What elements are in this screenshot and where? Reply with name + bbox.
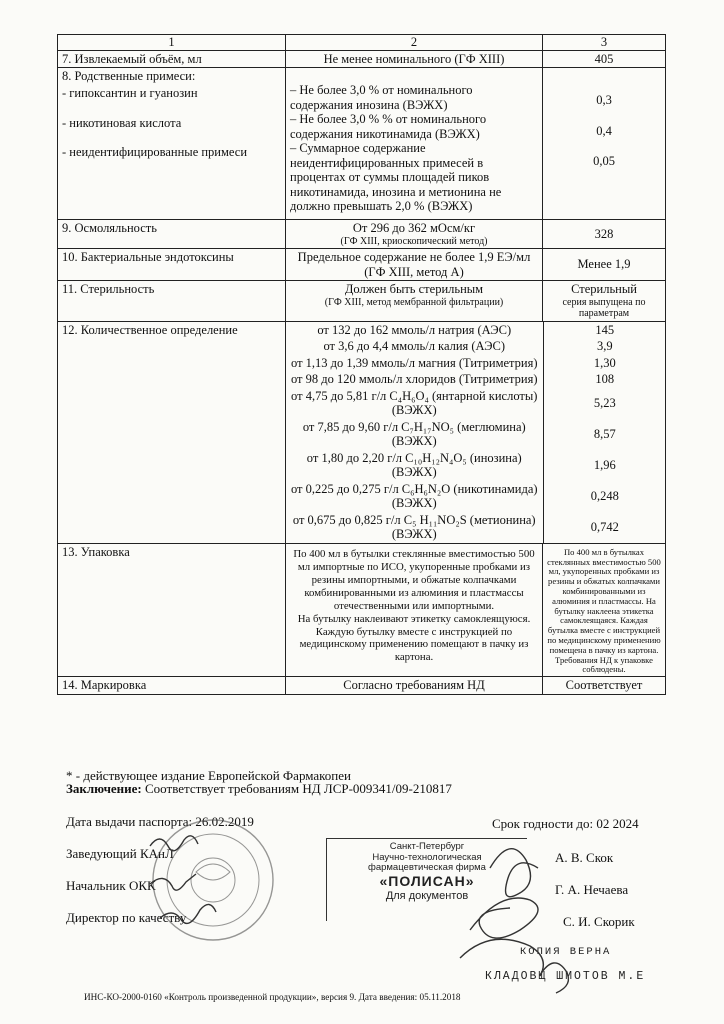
- stamp-line: фармацевтическая фирма: [368, 862, 486, 874]
- param-name-cell: [58, 68, 286, 220]
- param-name: 9. Осмоляльность: [58, 220, 286, 249]
- sub-requirement: – Суммарное содержание неидентифицированных примесей в процентах от суммы площадей пиков никотинамида, инозина и метионина не должно превышать 2,0 % (ВЭЖХ): [290, 141, 502, 213]
- quant-requirement: от 1,80 до 2,20 г/л C₁₀H₁₂N₄O₅ (инозина) (ВЭЖХ): [286, 450, 543, 481]
- param-requirement: Согласно требованиям НД: [286, 677, 543, 695]
- table-row: [58, 249, 666, 281]
- quant-requirement: от 7,85 до 9,60 г/л C₇H₁₇NO₅ (меглюмина) (ВЭЖХ): [286, 419, 543, 450]
- footnote: * - действующее издание Европейской Фармакопеи: [66, 768, 351, 783]
- quant-result: 5,23: [593, 396, 616, 411]
- quant-result: 1,96: [593, 458, 616, 473]
- quant-cell: [286, 321, 666, 543]
- param-result: 405: [543, 50, 666, 68]
- method-note: (ГФ XIII, метод мембранной фильтрации): [324, 296, 504, 308]
- quant-result: 3,9: [596, 339, 613, 354]
- param-result: Менее 1,9: [543, 249, 666, 281]
- param-requirement: Предельное содержание не более 1,9 ЕЭ/мл (ГФ XIII, метод А): [286, 249, 543, 281]
- conclusion: [66, 781, 452, 797]
- param-result: По 400 мл в бутылках стеклянных вместимостью 500 мл, укупоренных пробками из резины и обжатых колпачками комбинированными из алюминия и пластмассы. На бутылку наклеена этикетка самоклеящаяся. Каждая бутылка вместе с инструкцией по медицинскому применению помещена в пачку из картона. Требования НД к упаковке соблюдены.: [543, 543, 666, 676]
- quant-requirement: от 4,75 до 5,81 г/л C₄H₆O₄ (янтарной кислоты) (ВЭЖХ): [286, 388, 543, 419]
- company-stamp: [332, 842, 522, 920]
- sub-requirement: – Не более 3,0 % % от номинального содержания никотинамида (ВЭЖХ): [290, 112, 487, 141]
- quant-result: 1,30: [593, 355, 616, 370]
- sub-result: 0,05: [593, 154, 615, 168]
- column-header: 2: [286, 35, 543, 51]
- table-row: [58, 220, 666, 249]
- signatory-name: А. В. Скок: [555, 850, 614, 865]
- method-note: (ГФ XIII, криоскопический метод): [340, 235, 488, 247]
- stamp-line: Для документов: [385, 889, 469, 902]
- signatory-name: Г. А. Нечаева: [555, 882, 629, 897]
- param-requirement-cell: [286, 281, 543, 322]
- quant-requirement: от 3,6 до 4,4 ммоль/л калия (АЭС): [286, 338, 543, 355]
- conclusion-text: Соответствует требованиям НД ЛСР-009341/09-210817: [145, 781, 452, 796]
- stamp-line: Санкт-Петербург: [389, 841, 465, 852]
- param-result-cell: [543, 68, 666, 220]
- table-row: [58, 543, 666, 676]
- issue-date: Дата выдачи паспорта: 26.02.2019: [66, 814, 254, 829]
- param-requirement: Должен быть стерильным: [344, 282, 484, 297]
- copy-stamp: [470, 940, 690, 1000]
- table-row: [58, 50, 666, 68]
- labeling-text: На бутылку наклеивают этикетку самоклеящуюся. Каждую бутылку вместе с инструкцией по медицинскому применению помещают в пачку из картона.: [297, 612, 531, 664]
- sub-result: 0,4: [596, 123, 612, 138]
- quant-result: 8,57: [593, 427, 616, 442]
- quant-row: [286, 512, 666, 543]
- param-requirement-cell: [286, 543, 543, 676]
- signatory-role: Начальник ОКК: [66, 878, 156, 893]
- param-name: 12. Количественное определение: [58, 321, 286, 543]
- table-row: [58, 281, 666, 322]
- copy-stamp-line: КЛАДОВЩ ШМОТОВ М.Е: [485, 970, 646, 983]
- table-row: [58, 321, 666, 543]
- quant-row: [286, 419, 666, 450]
- sub-requirement: – Не более 3,0 % от номинального содержания инозина (ВЭЖХ): [290, 83, 473, 112]
- table-row: [58, 677, 666, 695]
- sub-param-name: - гипоксантин и гуанозин: [62, 85, 198, 100]
- quant-row: [286, 481, 666, 512]
- stamp-line: Научно-технологическая: [372, 851, 482, 863]
- param-result: 328: [543, 220, 666, 249]
- quant-row: [286, 450, 666, 481]
- quant-row: [286, 355, 666, 372]
- sub-result: 0,3: [596, 93, 612, 107]
- param-result-cell: [543, 281, 666, 322]
- quant-row: [286, 322, 666, 339]
- quant-subtable: [286, 322, 666, 543]
- stamp-company-name: «ПОЛИСАН»: [379, 872, 475, 889]
- param-name: 7. Извлекаемый объём, мл: [58, 50, 286, 68]
- quant-row: [286, 338, 666, 355]
- signatory-role: Заведующий КАнЛ: [66, 846, 174, 861]
- column-header: 1: [58, 35, 286, 51]
- quant-result: 0,248: [590, 489, 619, 504]
- conclusion-label: Заключение:: [66, 781, 142, 796]
- quant-requirement: от 0,225 до 0,275 г/л C₆H₆N₂O (никотинамида) (ВЭЖХ): [286, 481, 543, 512]
- param-result: Стерильный: [571, 282, 637, 297]
- copy-stamp-line: КОПИЯ ВЕРНА: [520, 946, 612, 958]
- column-header: 3: [543, 35, 666, 51]
- quant-requirement: от 98 до 120 ммоль/л хлоридов (Титриметрия): [286, 371, 543, 388]
- sub-param-name: - никотиновая кислота: [62, 116, 182, 130]
- param-requirement-cell: [286, 220, 543, 249]
- quant-result: 0,742: [590, 520, 619, 535]
- expiry-date: Срок годности до: 02 2024: [492, 816, 639, 831]
- quant-requirement: от 132 до 162 ммоль/л натрия (АЭС): [286, 322, 543, 339]
- document-reference: ИНС-КО-2000-0160 «Контроль произведенной продукции», версия 9. Дата введения: 05.11.2018: [84, 992, 461, 1002]
- quant-result: 108: [595, 372, 615, 387]
- packaging-text: По 400 мл в бутылки стеклянные вместимостью 500 мл импортные по ИСО, укупоренные пробками из резины импортными, и обжатые колпачками комбинированными из алюминия и пластмассы отечественными или импортными.: [293, 547, 535, 612]
- quant-requirement: от 0,675 до 0,825 г/л C₅ H₁₁NO₂S (метионина) (ВЭЖХ): [286, 512, 543, 543]
- quant-result: 145: [595, 322, 615, 337]
- quant-row: [286, 371, 666, 388]
- header-row: [58, 35, 666, 51]
- param-name: 10. Бактериальные эндотоксины: [58, 249, 286, 281]
- param-requirement: От 296 до 362 мОсм/кг: [352, 221, 476, 235]
- param-name: 11. Стерильность: [58, 281, 286, 322]
- signatory-role: Директор по качеству: [66, 910, 187, 925]
- param-requirement-cell: [286, 68, 543, 220]
- param-name: 8. Родственные примеси:: [62, 69, 196, 83]
- table-row: [58, 68, 666, 220]
- param-name: 13. Упаковка: [58, 543, 286, 676]
- result-note: серия выпущена по параметрам: [562, 296, 646, 320]
- sub-param-name: - неидентифицированные примеси: [62, 144, 248, 159]
- param-requirement: Не менее номинального (ГФ XIII): [286, 50, 543, 68]
- param-name: 14. Маркировка: [58, 677, 286, 695]
- quant-requirement: от 1,13 до 1,39 ммоль/л магния (Титриметрия): [286, 355, 543, 372]
- specification-table: [57, 34, 666, 695]
- quant-row: [286, 388, 666, 419]
- param-result: Соответствует: [543, 677, 666, 695]
- signatory-name: С. И. Скорик: [563, 914, 635, 929]
